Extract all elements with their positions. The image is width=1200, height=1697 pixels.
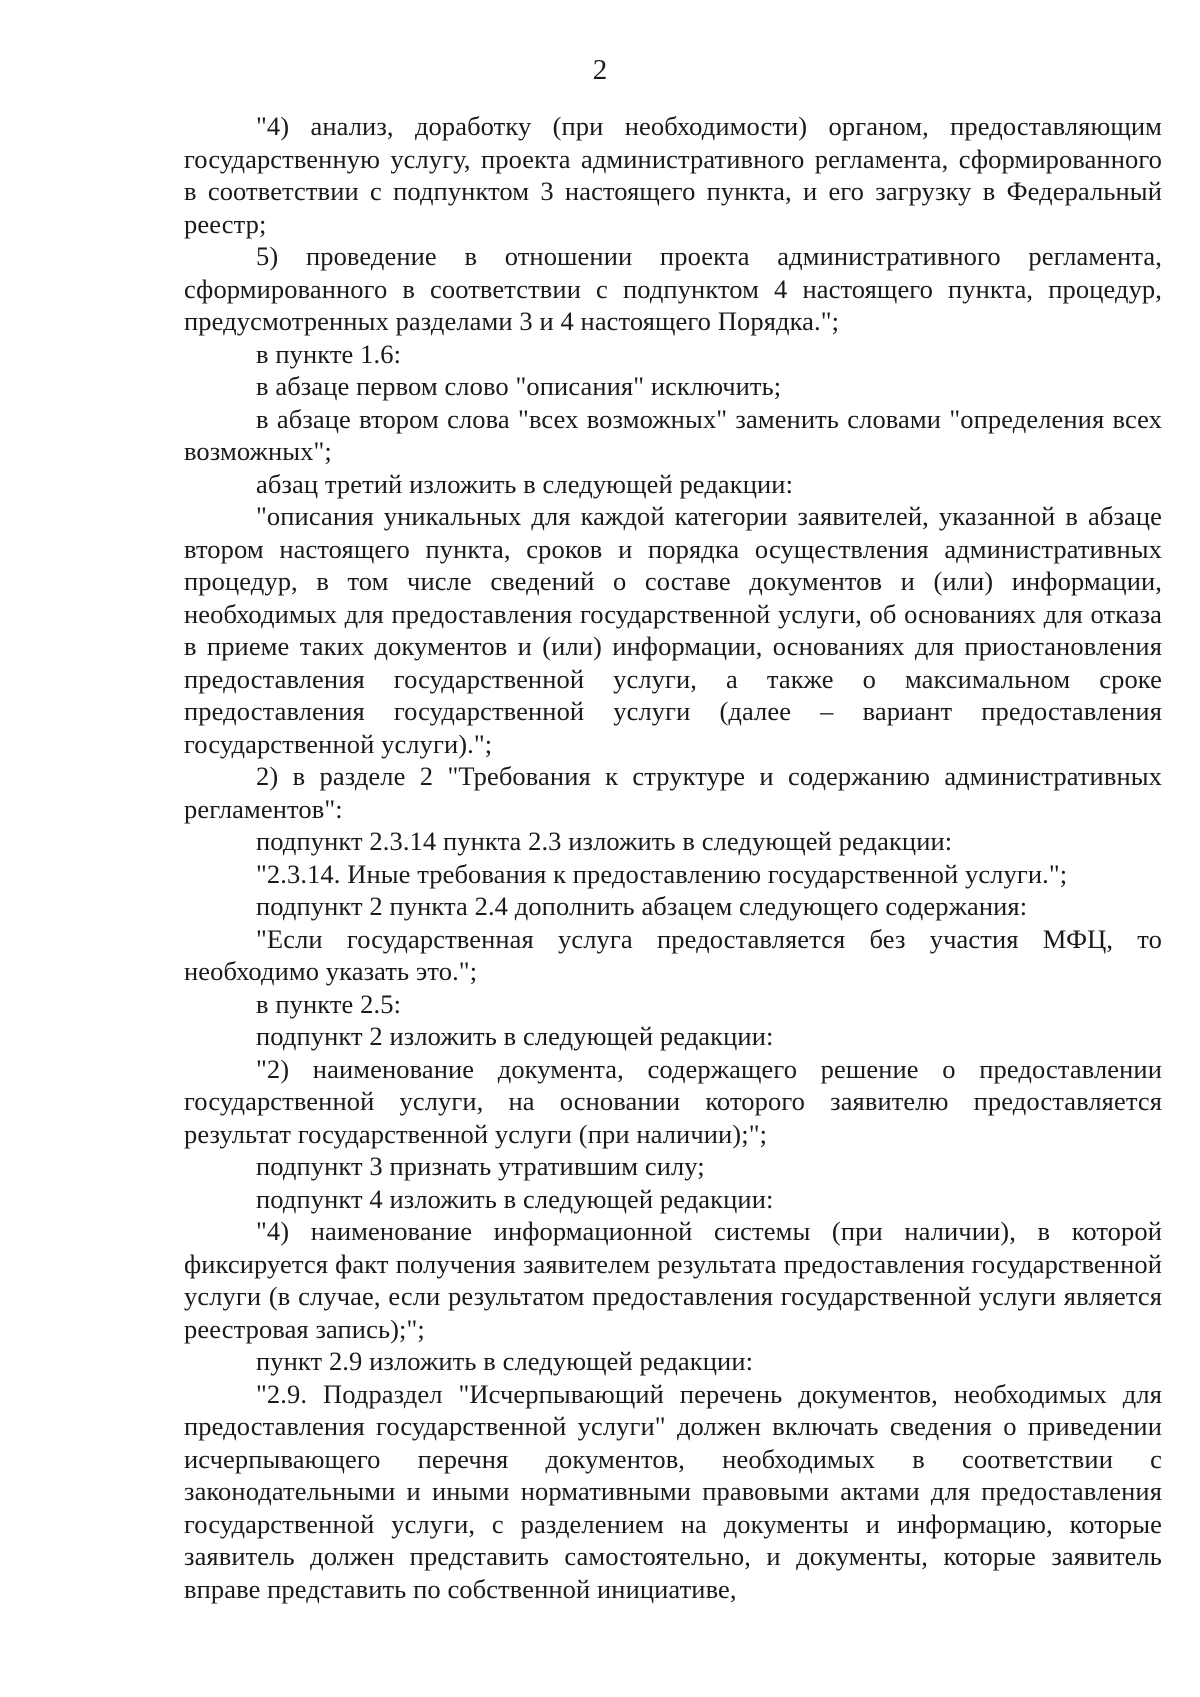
paragraph-subpoint-2: подпункт 2 изложить в следующей редакции:: [256, 1021, 774, 1051]
paragraph-subpoint-4: подпункт 4 изложить в следующей редакции:: [256, 1183, 774, 1214]
page-number: 2: [592, 54, 608, 86]
paragraph-point-2-9: пункт 2.9 изложить в следующей редакции:: [256, 1346, 754, 1376]
paragraph-description-quote: "описания уникальных для каждой категории заявителей, указанной в абзаце втором настоящего пункта, сроков и порядка осуществления административных процедур, в том числе сведений о составе документов и (или) информации, необходимых для предоставления государственной услуги, об основаниях для отказа в приеме таких документов и (или) информации, основаниях для приостановления предоставления государственной услуги, а также о максимальном сроке предоставления государственной услуги (далее – вариант предоставления государственной услуги).";: [184, 501, 1162, 759]
paragraph-4-analysis: "4) анализ, доработку (при необходимости) органом, предоставляющим государственную услугу, проекта административного регламента, сформированного в соответствии с подпунктом 3 настоящего пункта, и его загрузку в Федеральный реестр;: [184, 111, 1162, 239]
paragraph-section-2: 2) в разделе 2 "Требования к структуре и содержанию административных регламентов":: [184, 761, 1162, 824]
paragraph-5-procedures: 5) проведение в отношении проекта административного регламента, сформированного в соответствии с подпунктом 4 настоящего пункта, процедур, предусмотренных разделами 3 и 4 настоящего Порядка.";: [184, 241, 1162, 336]
paragraph-2-9-quote: "2.9. Подраздел "Исчерпывающий перечень документов, необходимых для предоставления государственной услуги" должен включать сведения о приведении исчерпывающего перечня документов, необходимых в соответствии с законодательными и иными нормативными правовыми актами для предоставления государственной услуги, с разделением на документы и информацию, которые заявитель должен представить самостоятельно, и документы, которые заявитель вправе представить по собственной инициативе,: [184, 1378, 1162, 1604]
paragraph-first-abzac: в абзаце первом слово "описания" исключить;: [256, 371, 782, 401]
paragraph-second-abzac: в абзаце втором слова "всех возможных" заменить словами "определения всех возможных";: [184, 403, 1162, 466]
paragraph-info-system-quote: "4) наименование информационной системы (при наличии), в которой фиксируется факт получения заявителем результата предоставления государственной услуги (в случае, если результатом предоставления государственной услуги является реестровая запись);";: [184, 1216, 1162, 1344]
paragraph-2-3-14-quote: "2.3.14. Иные требования к предоставлению государственной услуги.";: [256, 858, 1068, 889]
paragraph-document-name-quote: "2) наименование документа, содержащего решение о предоставлении государственной услуги, на основании которого заявителю предоставляется результат государственной услуги (при наличии);";: [184, 1053, 1162, 1149]
paragraph-subpoint-2-3-14: подпункт 2.3.14 пункта 2.3 изложить в следующей редакции:: [256, 826, 953, 856]
paragraph-subpoint-2-of-2-4: подпункт 2 пункта 2.4 дополнить абзацем следующего содержания:: [256, 891, 1028, 921]
paragraph-subpoint-3: подпункт 3 признать утратившим силу;: [256, 1151, 705, 1181]
paragraph-mfc-quote: "Если государственная услуга предоставляется без участия МФЦ, то необходимо указать это.";: [184, 923, 1162, 986]
document-body: [184, 110, 1162, 1605]
paragraph-point-2-5: в пункте 2.5:: [256, 988, 402, 1019]
paragraph-third-abzac: абзац третий изложить в следующей редакции:: [256, 468, 794, 499]
paragraph-point-1-6: в пункте 1.6:: [256, 338, 402, 369]
